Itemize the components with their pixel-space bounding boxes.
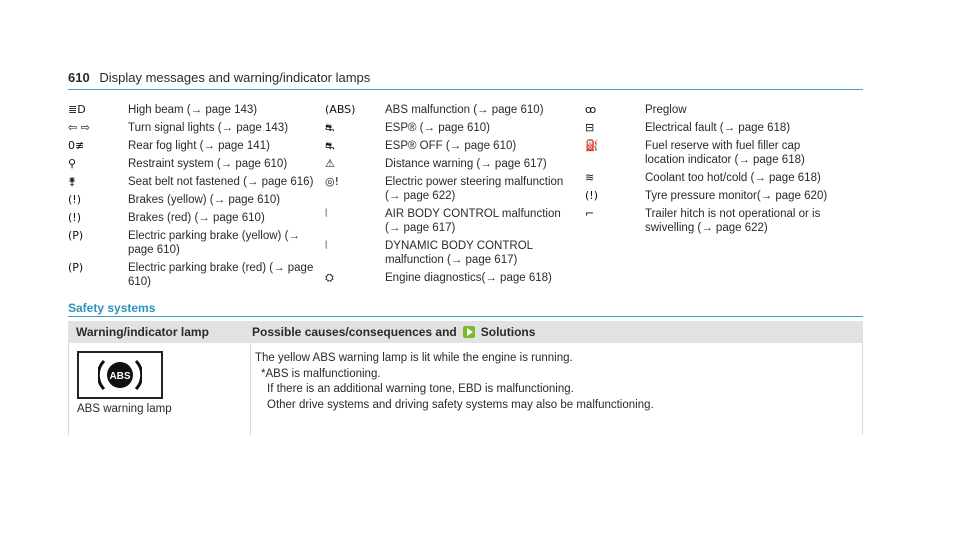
indicator-column-1: [68, 103, 318, 293]
air-body-control-icon: ⦚: [325, 207, 328, 220]
list-item: [68, 261, 318, 289]
table-row: [68, 343, 863, 435]
table-header: [68, 321, 863, 343]
parking-brake-yellow-icon: (P): [68, 229, 84, 242]
indicator-column-2: [325, 103, 575, 289]
page-number: 610: [68, 70, 90, 85]
list-item: [68, 175, 318, 189]
list-item-text: ESP® OFF (→ page 610): [385, 140, 517, 152]
lamp-label: ABS warning lamp: [77, 403, 172, 415]
list-item-text: Rear fog light (→ page 141): [128, 140, 270, 152]
list-item-text: Engine diagnostics(→ page 618): [385, 272, 552, 284]
solution-arrow-icon: [463, 326, 475, 338]
list-item-text: ABS malfunction (→ page 610): [385, 104, 544, 116]
seat-belt-icon: ⚵: [68, 175, 77, 188]
list-item-text: DYNAMIC BODY CONTROL malfunction (→ page 617): [385, 240, 533, 266]
list-item-text: Restraint system (→ page 610): [128, 158, 288, 170]
list-item: [68, 139, 318, 153]
indicator-column-3: [585, 103, 835, 239]
list-item-text: AIR BODY CONTROL malfunction (→ page 617): [385, 208, 561, 234]
list-item: [585, 139, 835, 167]
list-item: [68, 121, 318, 135]
list-item: [585, 121, 835, 135]
cause-line: If there is an additional warning tone, EBD is malfunctioning.: [267, 383, 574, 395]
list-item: [68, 193, 318, 207]
list-item: [68, 103, 318, 117]
brakes-red-icon: (!): [68, 211, 81, 224]
list-item: [325, 175, 575, 203]
list-item: [585, 207, 835, 235]
list-item: [325, 103, 575, 117]
section-rule: [68, 316, 863, 317]
list-item-text: Brakes (red) (→ page 610): [128, 212, 265, 224]
header-rule: [68, 89, 863, 90]
list-item-text: ESP® (→ page 610): [385, 122, 490, 134]
list-item: [325, 139, 575, 153]
list-item: [68, 211, 318, 225]
engine-diagnostics-icon: ⛭: [325, 271, 334, 284]
list-item: [585, 103, 835, 117]
list-item-text: Turn signal lights (→ page 143): [128, 122, 289, 134]
list-item: [325, 121, 575, 135]
abs-warning-lamp-icon: [77, 351, 163, 399]
electrical-fault-icon: ⊟: [585, 121, 595, 134]
list-item-text: Preglow: [645, 104, 687, 116]
trailer-hitch-icon: ⌐: [585, 207, 595, 220]
cause-line: *ABS is malfunctioning.: [261, 367, 381, 380]
power-steering-icon: ◎!: [325, 175, 340, 188]
list-item-text: Electric parking brake (yellow) (→ page 610): [128, 230, 300, 256]
cause-line: The yellow ABS warning lamp is lit while the engine is running.: [255, 352, 573, 364]
fuel-reserve-icon: ⛽: [585, 139, 599, 152]
causes-header-text: Possible causes/consequences and: [252, 325, 457, 339]
list-item: [585, 171, 835, 185]
parking-brake-red-icon: (P): [68, 261, 84, 274]
list-item-text: Brakes (yellow) (→ page 610): [128, 194, 281, 206]
coolant-icon: ≋: [585, 171, 595, 184]
list-item-text: Electric parking brake (red) (→ page 610): [128, 262, 314, 288]
list-item-text: Electric power steering malfunction (→ page 622): [385, 176, 564, 202]
dynamic-body-control-icon: ⦚: [325, 239, 328, 252]
lamp-column-header: Warning/indicator lamp: [76, 325, 209, 339]
list-item: [325, 239, 575, 267]
lamp-cell: [69, 343, 251, 435]
list-item-text: High beam (→ page 143): [128, 104, 258, 116]
safety-systems-table: [68, 321, 863, 435]
section-title: Safety systems: [68, 301, 156, 315]
list-item: [585, 189, 835, 203]
abs-malfunction-icon: (ABS): [325, 103, 356, 116]
tyre-pressure-icon: (!): [585, 189, 598, 202]
esp-off-icon: ⛐: [325, 139, 335, 152]
list-item: [68, 157, 318, 171]
solutions-header-text: Solutions: [480, 325, 536, 339]
list-item-text: Electrical fault (→ page 618): [645, 122, 791, 134]
list-item-text: Trailer hitch is not operational or is swivelling (→ page 622): [645, 208, 821, 234]
abs-lamp-graphic: [98, 355, 142, 395]
turn-signal-icon: ⇦ ⇨: [68, 121, 90, 134]
list-item: [325, 157, 575, 171]
list-item-text: Seat belt not fastened (→ page 616): [128, 176, 314, 188]
causes-cell: [251, 343, 862, 435]
list-item: [68, 229, 318, 257]
page-title: Display messages and warning/indicator lamps: [99, 70, 371, 85]
rear-fog-icon: 0≢: [68, 139, 85, 152]
list-item-text: Distance warning (→ page 617): [385, 158, 547, 170]
abs-lamp-label: ABS: [109, 371, 131, 382]
list-item: [325, 271, 575, 285]
list-item-text: Coolant too hot/cold (→ page 618): [645, 172, 821, 184]
preglow-icon: ꝏ: [585, 103, 597, 116]
restraint-icon: ⚲: [68, 157, 77, 170]
list-item: [325, 207, 575, 235]
high-beam-icon: ≣D: [68, 103, 86, 116]
distance-warning-icon: ⚠: [325, 157, 335, 170]
list-item-text: Fuel reserve with fuel filler cap location indicator (→ page 618): [645, 140, 805, 166]
causes-column-header: [250, 325, 863, 339]
cause-line: Other drive systems and driving safety systems may also be malfunctioning.: [267, 398, 654, 411]
list-item-text: Tyre pressure monitor(→ page 620): [645, 190, 828, 202]
brakes-yellow-icon: (!): [68, 193, 81, 206]
esp-icon: ⛐: [325, 121, 335, 134]
page-header: [68, 70, 863, 86]
